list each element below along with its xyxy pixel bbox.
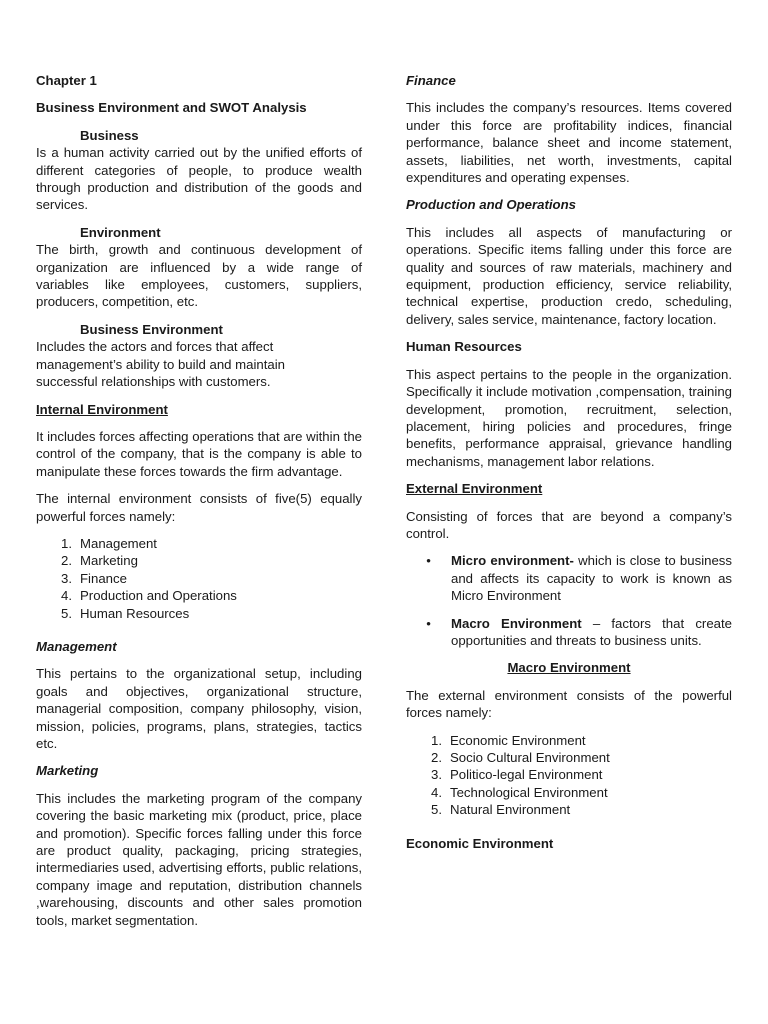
list-number: 2. <box>431 750 442 765</box>
internal-environment-text: It includes forces affecting operations that are within the control of the company, that is the company is able to manipulate these forces towards the firm advantage. <box>36 428 362 479</box>
list-item <box>36 570 362 587</box>
list-item <box>406 749 732 766</box>
management-text: This pertains to the organizational setup, including goals and objectives, organizational structure, managerial composition, company philosophy, vision, mission, policies, programs, plans, strategies, tactics etc. <box>36 666 362 751</box>
list-number: 2. <box>61 553 72 569</box>
business-environment-text <box>36 338 362 390</box>
left-column <box>36 72 362 929</box>
business-heading: Business <box>80 127 139 143</box>
bullet-icon: • <box>426 553 431 569</box>
chapter-label: Chapter 1 <box>36 73 97 88</box>
list-item <box>406 732 732 749</box>
human-resources-text: This aspect pertains to the people in the organization. Specifically it include motivation ,compensation, training development, promotion, recruitment, selection, placement, hiring policies and procedures, fringe benefits, performance appraisal, grievance handling mechanisms, management labor relations. <box>406 366 732 469</box>
micro-environment-bullet <box>406 552 732 604</box>
macro-environment-term: Macro Environment <box>451 615 582 631</box>
list-label: Economic Environment <box>450 732 586 748</box>
internal-environment-intro: The internal environment consists of five(5) equally powerful forces namely: <box>36 491 362 524</box>
external-environment-heading: External Environment <box>406 481 543 497</box>
business-environment-line: Includes the actors and forces that affect <box>36 339 274 355</box>
management-heading: Management <box>36 638 117 654</box>
micro-environment-definition: which is close to business and affects its capacity to work is known as Micro Environment <box>451 553 732 604</box>
list-item <box>406 766 732 783</box>
macro-forces-list <box>406 732 732 819</box>
business-text: Is a human activity carried out by the unified efforts of different categories of people, to produce wealth through production and distribution of the goods and services. <box>36 145 362 213</box>
list-label: Socio Cultural Environment <box>450 750 610 765</box>
marketing-heading: Marketing <box>36 763 99 779</box>
bullet-icon: • <box>426 615 431 631</box>
list-label: Finance <box>80 570 127 586</box>
external-environment-text: Consisting of forces that are beyond a company’s control. <box>406 508 732 541</box>
macro-environment-definition: – factors that create opportunities and threats to business units. <box>451 615 732 648</box>
micro-environment-text <box>451 552 732 604</box>
list-number: 5. <box>431 802 442 818</box>
list-item <box>406 801 732 818</box>
macro-environment-bullet <box>406 615 732 650</box>
internal-environment-heading: Internal Environment <box>36 401 168 417</box>
micro-environment-term: Micro environment- <box>451 553 574 569</box>
list-item <box>406 784 732 801</box>
business-environment-line: successful relationships with customers. <box>36 374 271 390</box>
list-label: Technological Environment <box>450 784 608 800</box>
finance-heading: Finance <box>406 73 456 88</box>
list-label: Production and Operations <box>80 588 237 604</box>
list-label: Marketing <box>80 553 138 569</box>
list-number: 4. <box>431 784 442 800</box>
list-number: 5. <box>61 605 72 621</box>
macro-environment-intro: The external environment consists of the powerful forces namely: <box>406 687 732 721</box>
human-resources-heading: Human Resources <box>406 339 522 355</box>
macro-environment-heading: Macro Environment <box>507 660 631 676</box>
list-number: 1. <box>431 732 442 748</box>
chapter-title: Business Environment and SWOT Analysis <box>36 100 307 116</box>
economic-environment-heading: Economic Environment <box>406 835 554 851</box>
environment-text: The birth, growth and continuous development of organization are influenced by a wide range of variables like employees, customers, suppliers, producers, competition, etc. <box>36 242 362 310</box>
list-item <box>36 552 362 569</box>
list-number: 1. <box>61 535 72 551</box>
list-number: 3. <box>61 570 72 586</box>
business-environment-line: management’s ability to build and maintain <box>36 356 286 372</box>
list-label: Management <box>80 535 157 551</box>
marketing-text: This includes the marketing program of the company covering the basic marketing mix (product, price, place and promotion). Specific forces falling under this force are product quality, packaging, pricing strategies, intermediaries used, advertising efforts, public relations, company image and reputation, distribution channels ,warehousing, discounts and other sales promotion tools, market segmentation. <box>36 790 362 928</box>
macro-environment-text <box>451 615 732 650</box>
list-label: Human Resources <box>80 605 190 621</box>
list-number: 3. <box>431 767 442 783</box>
production-text: This includes all aspects of manufacturing or operations. Specific items falling under this force are quality and sources of raw materials, machinery and equipment, production efficiency, service reliability, technical expertise, production credo, scheduling, delivery, sales service, maintenance, factory location. <box>406 224 732 327</box>
list-item <box>36 605 362 622</box>
list-label: Politico-legal Environment <box>450 767 603 783</box>
business-environment-heading: Business Environment <box>80 321 223 337</box>
list-label: Natural Environment <box>450 802 571 818</box>
right-column <box>406 72 732 852</box>
finance-text: This includes the company’s resources. Items covered under this force are profitability indices, financial performance, balance sheet and income statement, assets, liabilities, net worth, investments, capital expenditures and operating expenses. <box>406 100 732 186</box>
environment-heading: Environment <box>80 224 161 240</box>
list-item <box>36 535 362 552</box>
production-heading: Production and Operations <box>406 197 576 213</box>
list-number: 4. <box>61 588 72 604</box>
internal-forces-list <box>36 535 362 622</box>
list-item <box>36 587 362 604</box>
